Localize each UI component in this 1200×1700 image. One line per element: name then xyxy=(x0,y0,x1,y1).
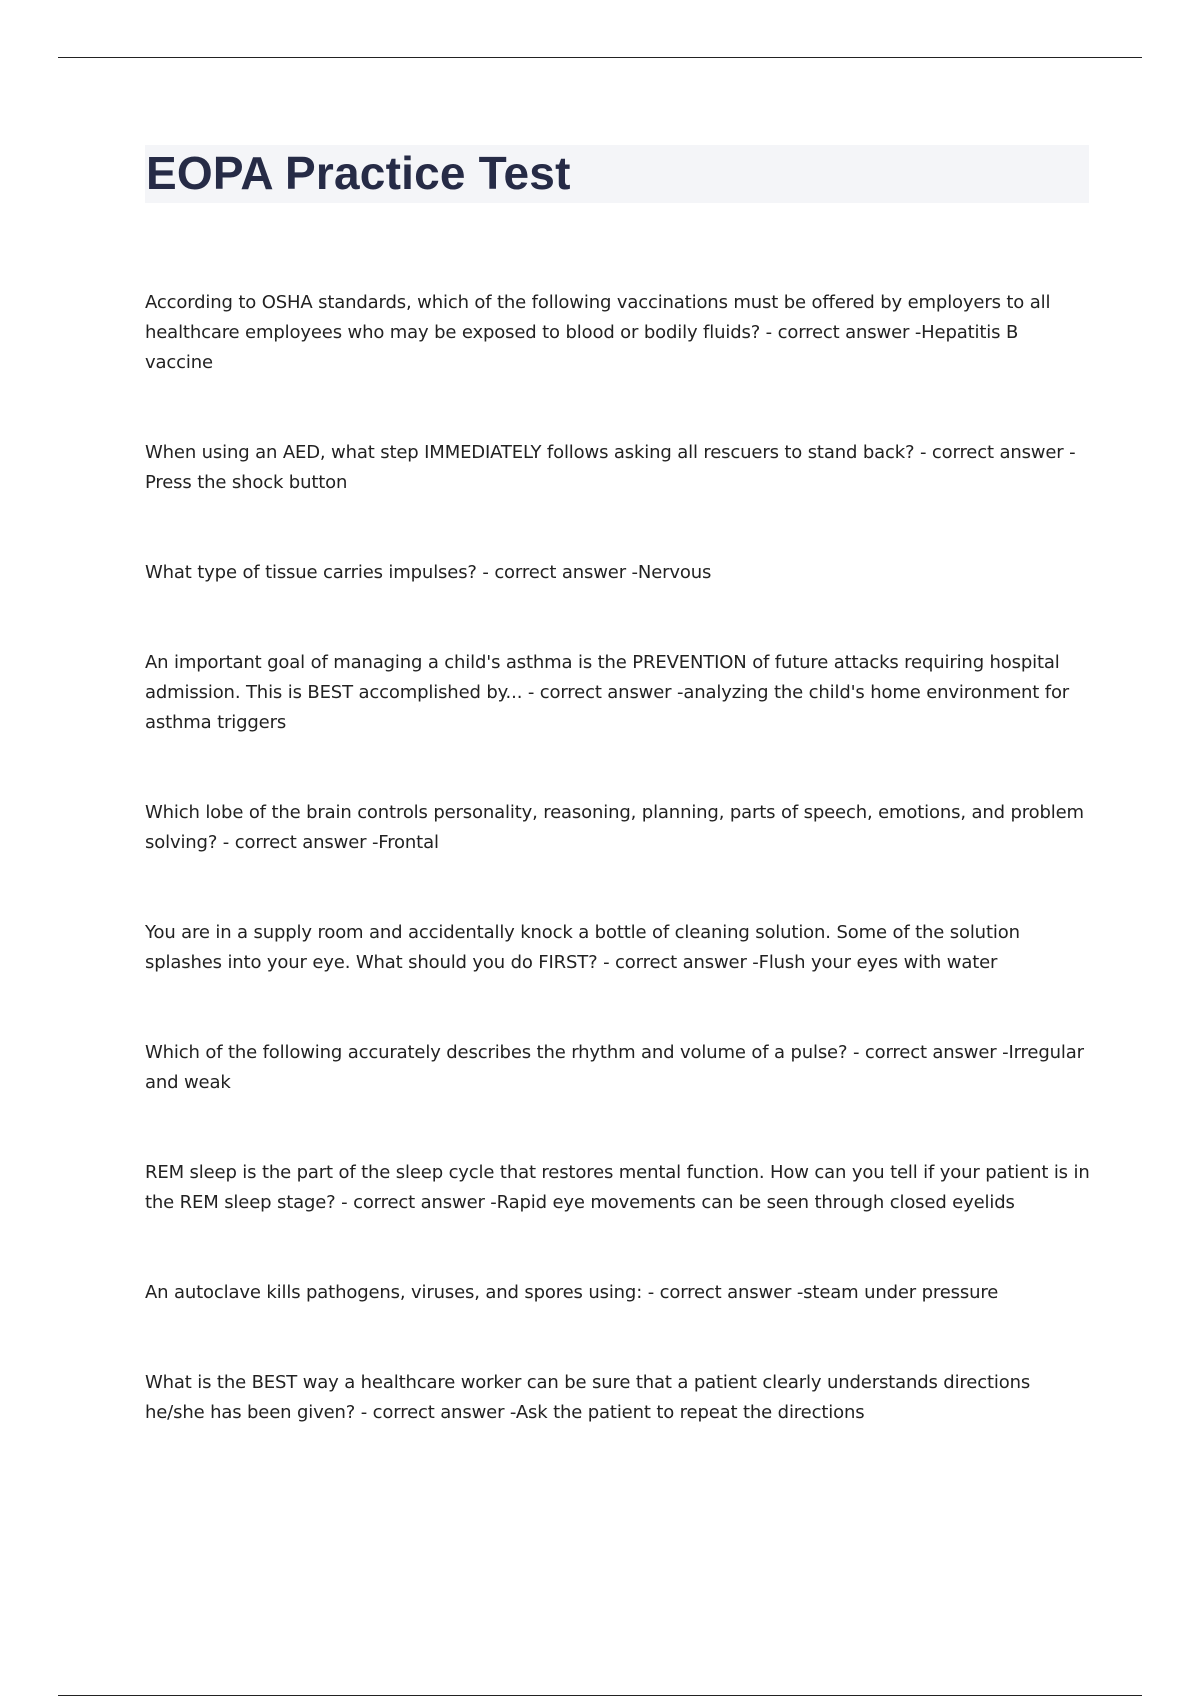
qa-item: What is the BEST way a healthcare worker can be sure that a patient clearly understands directions he/she has been given? - correct answer -Ask the patient to repeat the directions xyxy=(145,1372,1031,1423)
qa-item: REM sleep is the part of the sleep cycle that restores mental function. How can you tell if your patient is in the REM sleep stage? - correct answer -Rapid eye movements can be seen through closed eyelids xyxy=(145,1162,1090,1213)
qa-item: What type of tissue carries impulses? - correct answer -Nervous xyxy=(145,562,712,583)
qa-list xyxy=(145,288,1090,1488)
qa-item: An autoclave kills pathogens, viruses, and spores using: - correct answer -steam under pressure xyxy=(145,1282,999,1303)
qa-item: Which of the following accurately describes the rhythm and volume of a pulse? - correct answer -Irregular and weak xyxy=(145,1042,1084,1093)
qa-item: You are in a supply room and accidentally knock a bottle of cleaning solution. Some of the solution splashes into your eye. What should you do FIRST? - correct answer -Flush your eyes with water xyxy=(145,922,1020,973)
document-title: EOPA Practice Test xyxy=(146,147,571,199)
top-rule xyxy=(58,57,1142,58)
qa-item: According to OSHA standards, which of the following vaccinations must be offered by employers to all healthcare employees who may be exposed to blood or bodily fluids? - correct answer -Hepatitis B vaccine xyxy=(145,292,1051,373)
qa-item: When using an AED, what step IMMEDIATELY follows asking all rescuers to stand back? - correct answer -Press the shock button xyxy=(145,442,1076,493)
qa-item: An important goal of managing a child's asthma is the PREVENTION of future attacks requiring hospital admission. This is BEST accomplished by... - correct answer -analyzing the child's home environment for asthma triggers xyxy=(145,652,1070,733)
qa-item: Which lobe of the brain controls personality, reasoning, planning, parts of speech, emotions, and problem solving? - correct answer -Frontal xyxy=(145,802,1084,853)
bottom-rule xyxy=(58,1695,1142,1696)
